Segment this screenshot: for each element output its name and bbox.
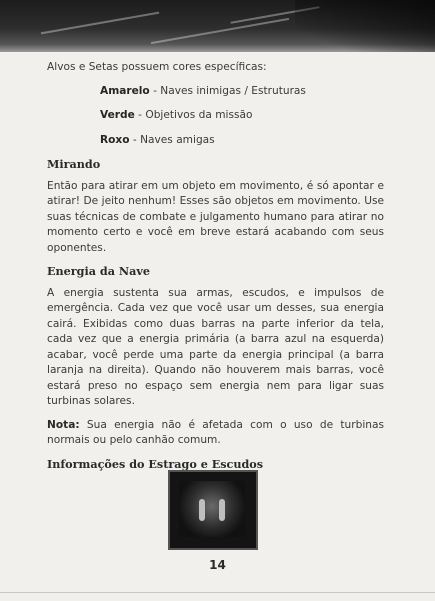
- legend-key: Roxo: [100, 133, 130, 146]
- screenshot-image: [168, 470, 258, 550]
- page-number: 14: [209, 558, 226, 572]
- legend-row: [100, 84, 384, 100]
- note-paragraph: [47, 418, 384, 449]
- legend-value: - Objetivos da missão: [134, 109, 253, 121]
- shield-graphic: [179, 481, 245, 537]
- note-label: Nota:: [47, 418, 80, 431]
- section-text-mirando: Então para atirar em um objeto em movimento, é só apontar e atirar! De jeito nenhum! Esses são objetos em movimento. Use suas técnicas de combate e julgamento humano para atirar no momento certo e você em breve estará acabando com seus oponentes.: [47, 179, 384, 254]
- color-legend: [100, 84, 384, 149]
- legend-key: Amarelo: [100, 84, 150, 97]
- legend-value: - Naves amigas: [129, 133, 215, 146]
- section-heading-energia: Energia da Nave: [47, 264, 150, 278]
- legend-value: - Naves inimigas / Estruturas: [149, 84, 306, 97]
- page-edge: [0, 592, 435, 593]
- section-text-energia: A energia sustenta sua armas, escudos, e impulsos de emergência. Cada vez que você usar um desses, sua energia cairá. Exibidas como duas barras na parte inferior da tela, cada vez que a energia primária (a barra azul na esquerda) acabar, você perde uma parte da energia principal (a barra laranja na direita). Quando não houverem mais barras, você estará preso no espaço sem energia nem para ligar suas turbinas solares.: [47, 286, 384, 407]
- legend-row: [100, 133, 384, 149]
- section-heading-mirando: Mirando: [47, 157, 101, 171]
- intro-text: Alvos e Setas possuem cores específicas:: [47, 61, 267, 73]
- page-content: [47, 56, 384, 478]
- note-text: Sua energia não é afetada com o uso de turbinas normais ou pelo canhão comum.: [47, 418, 384, 446]
- legend-key: Verde: [100, 109, 135, 121]
- legend-row: [100, 108, 384, 124]
- section-heading-estrago: Informações do Estrago e Escudos: [47, 456, 264, 471]
- header-graphic: [0, 0, 435, 52]
